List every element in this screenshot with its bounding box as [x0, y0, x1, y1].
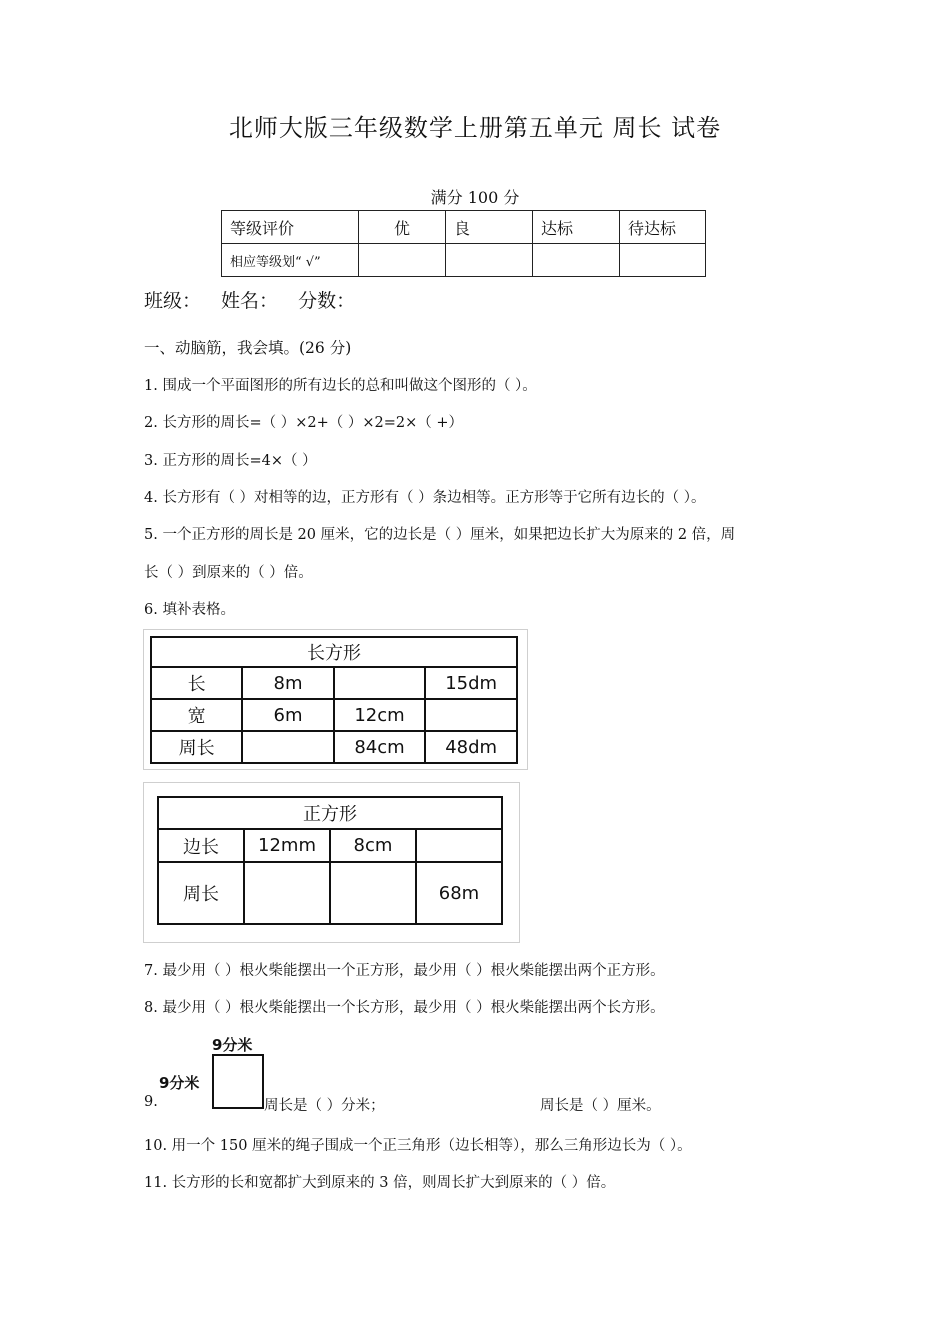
question-3: 3. 正方形的周长=4×（ ）	[144, 453, 317, 469]
table-cell	[416, 829, 502, 862]
square-top-label: 9分米	[212, 1036, 253, 1054]
grade-mark-cell	[446, 244, 533, 277]
square-table-title: 正方形	[158, 797, 502, 829]
table-cell: 12mm	[244, 829, 330, 862]
full-score: 满分 100 分	[430, 188, 520, 207]
page-title: 北师大版三年级数学上册第五单元 周长 试卷	[228, 114, 722, 142]
table-row	[158, 797, 502, 829]
grade-cell: 优	[359, 211, 446, 244]
question-9-text2: 周长是（ ）厘米。	[540, 1098, 661, 1114]
table-cell: 48dm	[425, 731, 517, 763]
table-row	[158, 862, 502, 924]
table-cell	[334, 667, 426, 699]
grade-cell: 良	[446, 211, 533, 244]
question-6: 6. 填补表格。	[144, 602, 235, 618]
table-cell: 15dm	[425, 667, 517, 699]
question-1: 1. 围成一个平面图形的所有边长的总和叫做这个图形的（ ）。	[144, 378, 537, 394]
table-cell: 84cm	[334, 731, 426, 763]
table-row	[158, 829, 502, 862]
question-10: 10. 用一个 150 厘米的绳子围成一个正三角形（边长相等），那么三角形边长为（ ）。	[144, 1138, 692, 1154]
rect-table	[150, 636, 518, 764]
grade-mark-cell	[620, 244, 706, 277]
table-cell: 长	[151, 667, 242, 699]
question-9-text1: 周长是（ ）分米；	[264, 1098, 385, 1114]
question-7: 7. 最少用（ ）根火柴能摆出一个正方形，最少用（ ）根火柴能摆出两个正方形。	[144, 963, 665, 979]
rect-table-title: 长方形	[151, 637, 517, 667]
grade-header-row	[222, 211, 706, 244]
grade-mark-cell	[359, 244, 446, 277]
table-cell	[242, 731, 333, 763]
grade-cell: 达标	[533, 211, 620, 244]
table-cell	[425, 699, 517, 731]
grade-mark-cell	[533, 244, 620, 277]
question-11: 11. 长方形的长和宽都扩大到原来的 3 倍，则周长扩大到原来的（ ）倍。	[144, 1175, 616, 1191]
question-5-line2: 长（ ）到原来的（ ）倍。	[144, 565, 313, 581]
square-diagram	[212, 1054, 264, 1109]
question-8: 8. 最少用（ ）根火柴能摆出一个长方形，最少用（ ）根火柴能摆出两个长方形。	[144, 1000, 665, 1016]
table-row	[151, 667, 517, 699]
grade-cell: 待达标	[620, 211, 706, 244]
table-row	[151, 637, 517, 667]
square-table	[157, 796, 503, 925]
student-info: 班级： 姓名： 分数：	[144, 290, 356, 312]
table-cell	[244, 862, 330, 924]
table-cell: 边长	[158, 829, 244, 862]
table-row	[151, 731, 517, 763]
grade-mark-row	[222, 244, 706, 277]
grade-table	[221, 210, 706, 277]
grade-cell: 相应等级划“ √”	[222, 244, 359, 277]
table-cell: 6m	[242, 699, 333, 731]
table-cell: 8m	[242, 667, 333, 699]
question-9-number: 9.	[144, 1094, 158, 1110]
table-cell: 周长	[158, 862, 244, 924]
section-heading: 一、动脑筋，我会填。(26 分)	[144, 339, 352, 357]
table-row	[151, 699, 517, 731]
question-5-line1: 5. 一个正方形的周长是 20 厘米，它的边长是（ ）厘米，如果把边长扩大为原来的 2 倍，周	[144, 527, 736, 543]
table-cell	[330, 862, 416, 924]
table-cell: 68m	[416, 862, 502, 924]
question-4: 4. 长方形有（ ）对相等的边，正方形有（ ）条边相等。正方形等于它所有边长的（ ）。	[144, 490, 706, 506]
table-cell: 宽	[151, 699, 242, 731]
table-cell: 8cm	[330, 829, 416, 862]
question-2: 2. 长方形的周长=（ ）×2+（ ）×2=2×（ +）	[144, 415, 463, 431]
square-side-label: 9分米	[159, 1074, 200, 1092]
table-cell: 12cm	[334, 699, 426, 731]
table-cell: 周长	[151, 731, 242, 763]
grade-cell: 等级评价	[222, 211, 359, 244]
